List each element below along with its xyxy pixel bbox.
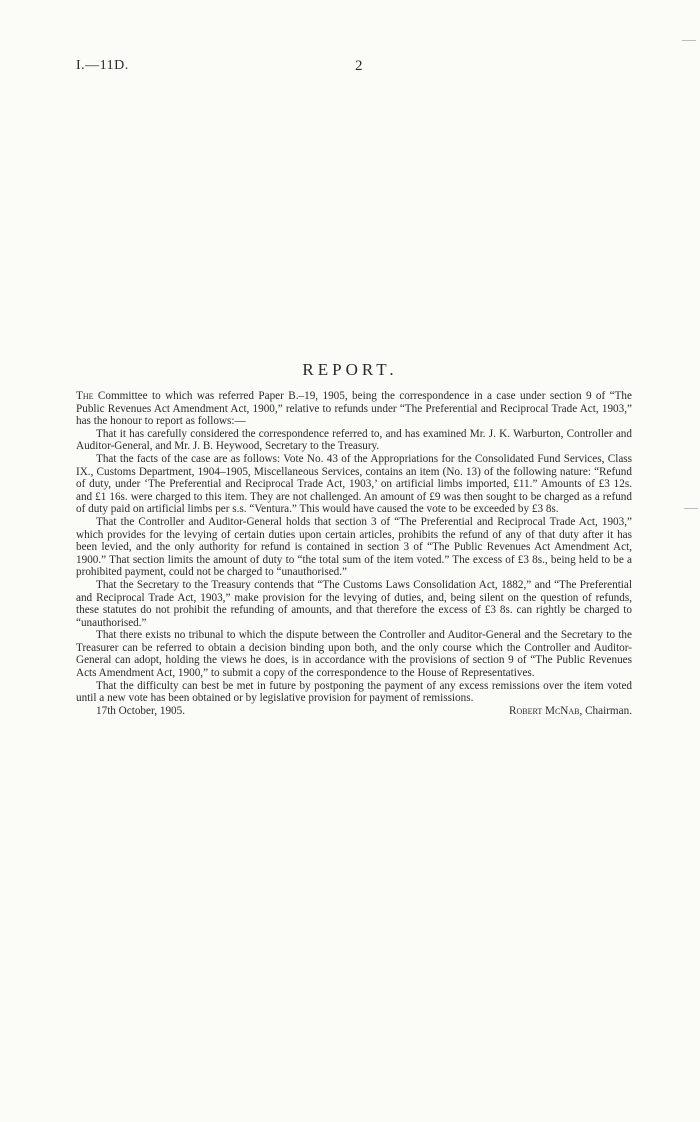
- intro-lead-word: The: [76, 390, 94, 402]
- report-body: [76, 390, 632, 717]
- report-paragraph-recommendation: That the difficulty can best be met in future by postponing the payment of any excess remissions over the item voted until a new vote has been obtained or by legislative provision for payment of remissions.: [76, 679, 632, 705]
- report-intro-paragraph: [76, 390, 632, 428]
- signatory-role: , Chairman.: [579, 704, 632, 717]
- signatory-name: Robert McNab: [509, 704, 580, 717]
- report-paragraph-no-tribunal: That there exists no tribunal to which the dispute between the Controller and Auditor-General and the Secretary to the Treasurer can be referred to obtain a decision binding upon both, and the only course which the Controller and Auditor-General can adopt, holding the views he does, is in accordance with the provisions of section 9 of “The Public Revenues Acts Amendment Act, 1900,” to submit a copy of the correspondence to the House of Representatives.: [76, 629, 632, 680]
- report-paragraph-examination: That it has carefully considered the correspondence referred to, and has examined Mr. J. K. Warburton, Controller and Auditor-General, and Mr. J. B. Heywood, Secretary to the Treasury.: [76, 427, 632, 453]
- signoff-line: [76, 705, 632, 718]
- report-paragraph-controller-view: That the Controller and Auditor-General holds that section 3 of “The Preferential and Reciprocal Trade Act, 1903,” which provides for the levying of certain duties upon certain articles, prohibits the refund of any of that duty after it has been levied, and the only authority for refund is contained in section 3 of “The Public Revenues Act Amendment Act, 1900.” That section limits the amount of duty to “the total sum of the item voted.” The excess of £3 8s., being held to be a prohibited payment, could not be charged to “unauthorised.”: [76, 515, 632, 579]
- report-paragraph-facts: That the facts of the case are as follows: Vote No. 43 of the Appropriations for the Consolidated Fund Services, Class IX., Customs Department, 1904–1905, Miscellaneous Services, contains an item (No. 13) of the following nature: “Refund of duty, under ‘The Preferential and Reciprocal Trade Act, 1903,’ on artificial limbs imported, £11.” Amounts of £3 12s. and £1 16s. were charged to this item. They are not challenged. An amount of £9 was then sought to be charged as a refund of duty paid on artificial limbs per s.s. “Ventura.” This would have caused the vote to be exceeded by £3 8s.: [76, 452, 632, 516]
- signature: [509, 705, 632, 718]
- page-reference: I.—11D.: [76, 58, 129, 73]
- intro-text: Committee to which was referred Paper B.–19, 1905, being the correspondence in a case under section 9 of “The Public Revenues Act Amendment Act, 1900,” relative to refunds under “The Preferential and Reciprocal Trade Act, 1903,” has the honour to report as follows:—: [76, 390, 632, 428]
- report-paragraph-treasury-view: That the Secretary to the Treasury contends that “The Customs Laws Consolidation Act, 1882,” and “The Preferential and Reciprocal Trade Act, 1903,” make provision for the levying of duties, and, being silent on the question of refunds, these statutes do not prohibit the refunding of amounts, and that therefore the excess of £3 8s. can rightly be charged to “unauthorised.”: [76, 578, 632, 629]
- margin-scan-mark: [684, 508, 698, 509]
- report-date: 17th October, 1905.: [96, 704, 186, 717]
- report-title: REPORT.: [302, 360, 398, 379]
- page-number: 2: [355, 58, 363, 74]
- margin-scan-mark: [682, 40, 696, 41]
